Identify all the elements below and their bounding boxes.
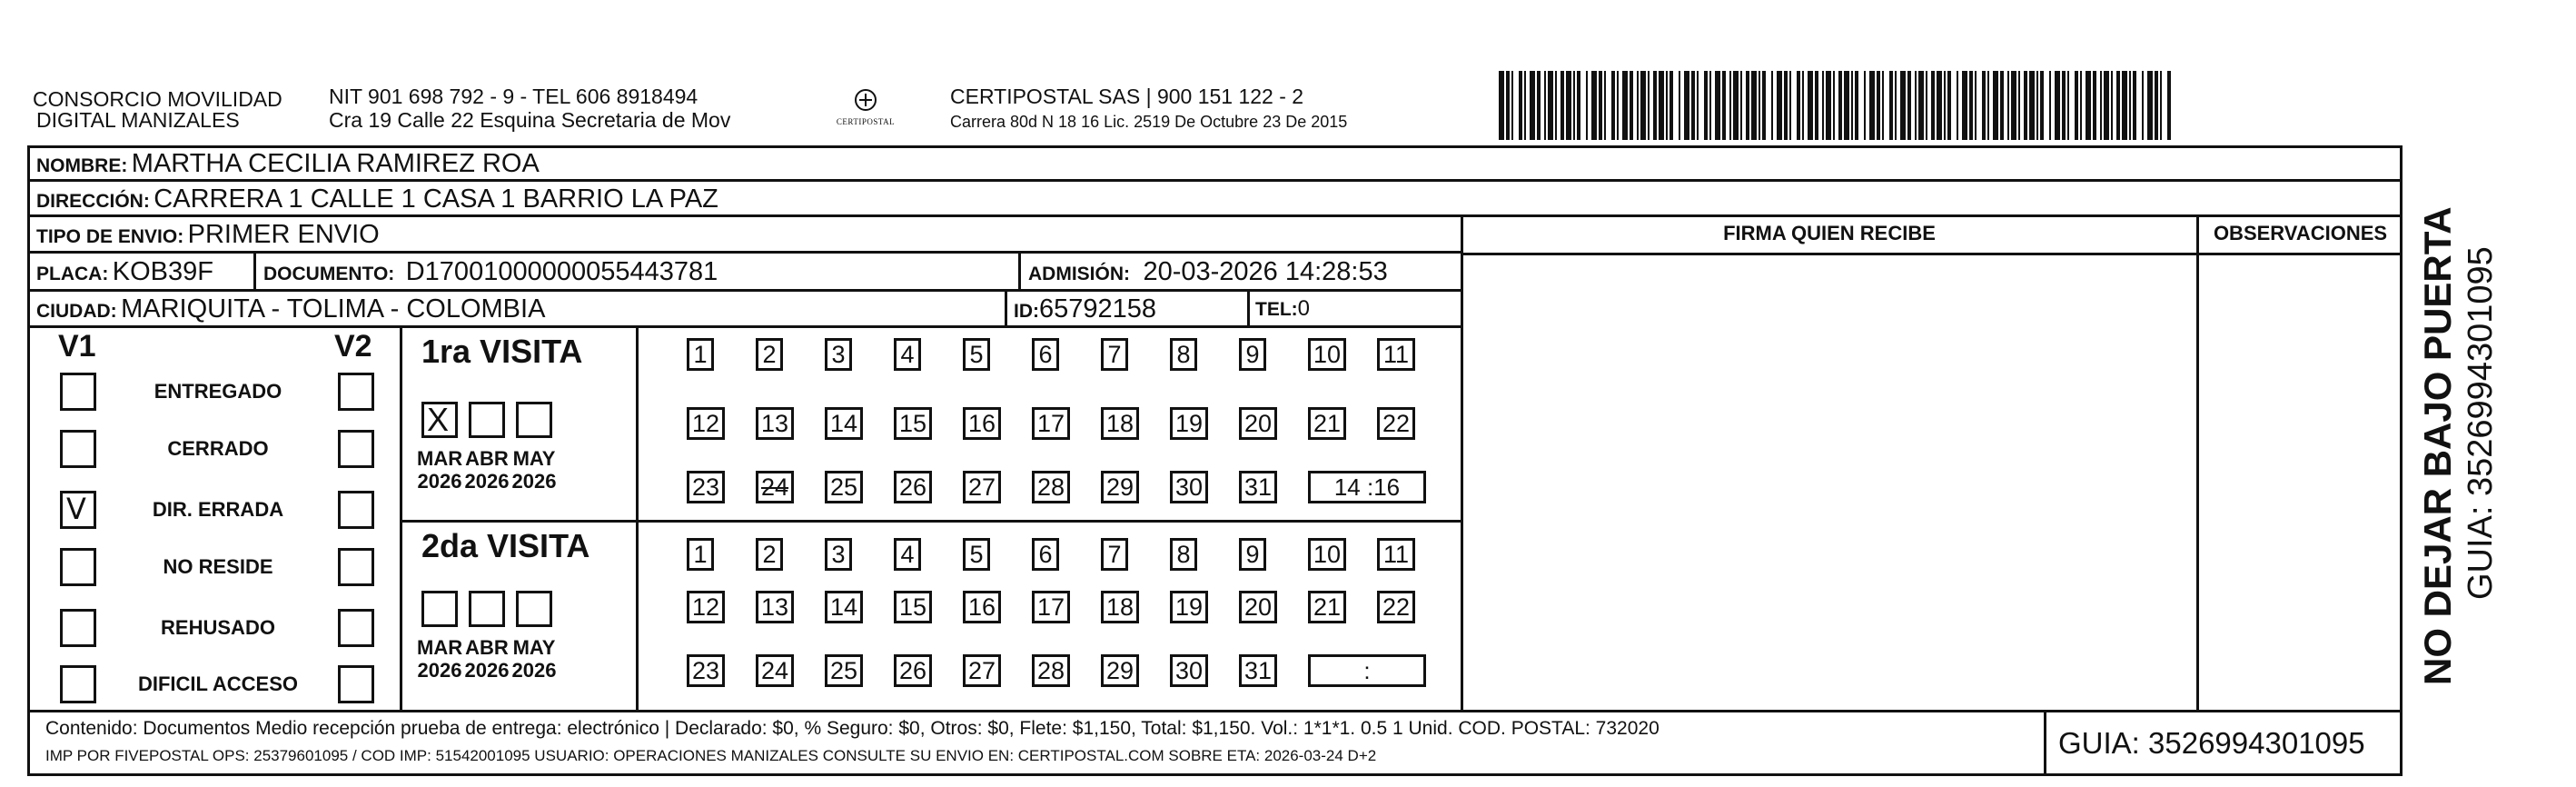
documento-cell bbox=[263, 257, 718, 287]
day-box[interactable]: 5 bbox=[963, 338, 990, 371]
direccion-value: CARRERA 1 CALLE 1 CASA 1 BARRIO LA PAZ bbox=[154, 184, 718, 214]
day-box[interactable]: 14 bbox=[825, 407, 863, 440]
v2-checkbox[interactable] bbox=[338, 665, 374, 703]
certipostal-logo bbox=[834, 85, 897, 136]
day-box[interactable]: 26 bbox=[894, 471, 932, 503]
visit2-title: 2da VISITA bbox=[421, 527, 590, 564]
status-label: DIFICIL ACCESO bbox=[137, 672, 298, 695]
status-label: ENTREGADO bbox=[154, 380, 282, 403]
year-label: 2026 bbox=[417, 470, 462, 493]
day-box[interactable]: 23 bbox=[687, 471, 725, 503]
day-box[interactable]: 3 bbox=[825, 538, 852, 571]
day-box[interactable]: 16 bbox=[963, 407, 1001, 440]
day-box[interactable]: 30 bbox=[1170, 654, 1208, 687]
contenido-text: Contenido: Documentos Medio recepción prueba de entrega: electrónico | Declarado: $0, % Seguro: $0, Otros: $0, Flete: $1,150, Total: $1,150. Vol.: 1*1*1. 0.5 1 Unid. COD. POSTAL: 732020 bbox=[45, 718, 1660, 739]
logo-text: CERTIPOSTAL bbox=[836, 117, 896, 126]
day-box[interactable]: 18 bbox=[1101, 591, 1139, 623]
day-box[interactable]: 11 bbox=[1377, 538, 1415, 571]
day-box[interactable]: 27 bbox=[963, 654, 1001, 687]
status-label: DIR. ERRADA bbox=[152, 498, 284, 521]
consortium-name-line1: CONSORCIO MOVILIDAD bbox=[33, 87, 282, 111]
id-value: 65792158 bbox=[1039, 294, 1157, 324]
admision-value: 20-03-2026 14:28:53 bbox=[1143, 257, 1388, 286]
day-box[interactable]: 28 bbox=[1032, 654, 1070, 687]
ciudad-value: MARIQUITA - TOLIMA - COLOMBIA bbox=[121, 294, 546, 324]
divider bbox=[401, 520, 1461, 523]
side-guia: GUIA: 3526994301095 bbox=[2462, 246, 2500, 600]
v1-checkbox[interactable] bbox=[60, 665, 96, 703]
direccion-label: DIRECCIÓN: bbox=[36, 191, 150, 212]
tel-cell bbox=[1255, 296, 1310, 322]
placa-value: KOB39F bbox=[112, 257, 213, 286]
day-box[interactable]: 6 bbox=[1032, 538, 1059, 571]
day-box[interactable]: 5 bbox=[963, 538, 990, 571]
month-checkbox[interactable] bbox=[469, 591, 505, 627]
day-box[interactable]: 15 bbox=[894, 407, 932, 440]
day-box[interactable]: 10 bbox=[1308, 538, 1346, 571]
day-box[interactable]: 4 bbox=[894, 538, 921, 571]
day-box[interactable]: 1 bbox=[687, 338, 714, 371]
status-label: CERRADO bbox=[167, 437, 269, 460]
day-box[interactable]: 23 bbox=[687, 654, 725, 687]
v2-checkbox[interactable] bbox=[338, 609, 374, 647]
day-box[interactable]: 31 bbox=[1239, 654, 1277, 687]
firma-header: FIRMA QUIEN RECIBE bbox=[1723, 222, 1936, 244]
month-checkbox-mark: X bbox=[427, 401, 450, 438]
admision-cell bbox=[1028, 257, 1388, 287]
observaciones-header: OBSERVACIONES bbox=[2213, 222, 2388, 244]
id-cell bbox=[1014, 294, 1156, 324]
placa-cell bbox=[36, 257, 213, 287]
documento-value: D17001000000055443781 bbox=[405, 257, 718, 286]
day-box[interactable]: 22 bbox=[1377, 591, 1415, 623]
divider bbox=[2044, 710, 2046, 776]
divider bbox=[1247, 291, 1250, 327]
divider bbox=[1461, 253, 2403, 255]
year-label: 2026 bbox=[464, 470, 510, 493]
v1-checkbox[interactable] bbox=[60, 430, 96, 468]
id-label: ID: bbox=[1014, 301, 1039, 322]
day-box[interactable]: 13 bbox=[756, 407, 794, 440]
day-box[interactable]: 24 bbox=[756, 471, 794, 503]
visit-time-box[interactable]: : bbox=[1308, 654, 1426, 687]
no-dejar-bajo-puerta: NO DEJAR BAJO PUERTA bbox=[2416, 206, 2459, 685]
nombre-label: NOMBRE: bbox=[36, 155, 128, 176]
day-box[interactable]: 9 bbox=[1239, 538, 1266, 571]
day-box[interactable]: 28 bbox=[1032, 471, 1070, 503]
day-box[interactable]: 6 bbox=[1032, 338, 1059, 371]
nombre-row bbox=[36, 149, 540, 179]
v1-checkbox[interactable] bbox=[60, 491, 96, 529]
month-checkbox[interactable] bbox=[516, 591, 552, 627]
day-box[interactable]: 26 bbox=[894, 654, 932, 687]
divider bbox=[1005, 291, 1007, 327]
month-label: MAY bbox=[512, 447, 556, 470]
day-box[interactable]: 9 bbox=[1239, 338, 1266, 371]
day-box[interactable]: 19 bbox=[1170, 407, 1208, 440]
day-box[interactable]: 17 bbox=[1032, 591, 1070, 623]
day-box[interactable]: 14 bbox=[825, 591, 863, 623]
tipo-envio-value: PRIMER ENVIO bbox=[187, 220, 380, 249]
day-box[interactable]: 21 bbox=[1308, 591, 1346, 623]
day-box[interactable]: 29 bbox=[1101, 654, 1139, 687]
day-box[interactable]: 19 bbox=[1170, 591, 1208, 623]
guia-footer: GUIA: 3526994301095 bbox=[2058, 726, 2365, 760]
consortium-name-line2: DIGITAL MANIZALES bbox=[36, 108, 240, 132]
status-label: NO RESIDE bbox=[163, 555, 273, 578]
v2-label: V2 bbox=[334, 329, 372, 364]
day-box[interactable]: 25 bbox=[825, 471, 863, 503]
company-line: CERTIPOSTAL SAS | 900 151 122 - 2 bbox=[950, 85, 1304, 108]
nombre-value: MARTHA CECILIA RAMIREZ ROA bbox=[131, 149, 540, 178]
day-box[interactable]: 13 bbox=[756, 591, 794, 623]
day-box[interactable]: 7 bbox=[1101, 538, 1128, 571]
month-label: MAR bbox=[417, 447, 463, 470]
placa-label: PLACA: bbox=[36, 264, 109, 284]
year-label: 2026 bbox=[417, 659, 462, 682]
divider bbox=[1461, 214, 1463, 711]
day-box[interactable]: 25 bbox=[825, 654, 863, 687]
v2-checkbox[interactable] bbox=[338, 373, 374, 411]
day-box[interactable]: 16 bbox=[963, 591, 1001, 623]
v2-checkbox[interactable] bbox=[338, 491, 374, 529]
day-box[interactable]: 12 bbox=[687, 407, 725, 440]
day-box[interactable]: 24 bbox=[756, 654, 794, 687]
day-box[interactable]: 17 bbox=[1032, 407, 1070, 440]
divider bbox=[27, 251, 1462, 254]
documento-label: DOCUMENTO: bbox=[263, 264, 395, 284]
day-box[interactable]: 2 bbox=[756, 538, 783, 571]
v1-checkbox-mark: V bbox=[66, 492, 86, 526]
month-label: MAY bbox=[512, 636, 556, 659]
month-checkbox[interactable] bbox=[421, 591, 458, 627]
day-box[interactable]: 11 bbox=[1377, 338, 1415, 371]
month-checkbox[interactable] bbox=[469, 402, 505, 438]
day-box[interactable]: 18 bbox=[1101, 407, 1139, 440]
v1-checkbox[interactable] bbox=[60, 609, 96, 647]
v1-label: V1 bbox=[58, 329, 96, 364]
day-box[interactable]: 30 bbox=[1170, 471, 1208, 503]
day-box[interactable]: 8 bbox=[1170, 538, 1197, 571]
impresion-text: IMP POR FIVEPOSTAL OPS: 25379601095 / COD IMP: 51542001095 USUARIO: OPERACIONES MANIZALES CONSULTE SU ENVIO EN: CERTIPOSTAL.COM SOBRE ETA: 2026-03-24 D+2 bbox=[45, 747, 1377, 764]
month-checkbox[interactable] bbox=[516, 402, 552, 438]
day-box[interactable]: 29 bbox=[1101, 471, 1139, 503]
year-label: 2026 bbox=[511, 470, 557, 493]
tipo-envio-label: TIPO DE ENVIO: bbox=[36, 226, 184, 247]
admision-label: ADMISIÓN: bbox=[1028, 264, 1130, 284]
v1-checkbox[interactable] bbox=[60, 548, 96, 586]
divider bbox=[1018, 253, 1021, 289]
day-box[interactable]: 15 bbox=[894, 591, 932, 623]
barcode-icon bbox=[1499, 71, 2175, 140]
divider bbox=[27, 179, 2403, 182]
month-label: ABR bbox=[465, 636, 509, 659]
v2-checkbox[interactable] bbox=[338, 430, 374, 468]
month-checkbox[interactable] bbox=[421, 402, 458, 438]
day-box[interactable]: 4 bbox=[894, 338, 921, 371]
day-box[interactable]: 20 bbox=[1239, 591, 1277, 623]
day-box[interactable]: 1 bbox=[687, 538, 714, 571]
day-box[interactable]: 20 bbox=[1239, 407, 1277, 440]
year-label: 2026 bbox=[464, 659, 510, 682]
day-box[interactable]: 22 bbox=[1377, 407, 1415, 440]
day-box[interactable]: 31 bbox=[1239, 471, 1277, 503]
tipo-envio-row bbox=[36, 220, 380, 250]
v2-checkbox[interactable] bbox=[338, 548, 374, 586]
month-label: ABR bbox=[465, 447, 509, 470]
day-box[interactable]: 8 bbox=[1170, 338, 1197, 371]
tel-label: TEL: bbox=[1255, 299, 1298, 320]
day-box[interactable]: 21 bbox=[1308, 407, 1346, 440]
day-box[interactable]: 2 bbox=[756, 338, 783, 371]
divider bbox=[253, 253, 256, 289]
visit1-title: 1ra VISITA bbox=[421, 333, 583, 370]
ciudad-label: CIUDAD: bbox=[36, 301, 117, 322]
day-box[interactable]: 3 bbox=[825, 338, 852, 371]
day-box[interactable]: 12 bbox=[687, 591, 725, 623]
tel-value: 0 bbox=[1297, 296, 1311, 321]
v1-checkbox[interactable] bbox=[60, 373, 96, 411]
day-box[interactable]: 7 bbox=[1101, 338, 1128, 371]
visit-time-box[interactable]: 14 :16 bbox=[1308, 471, 1426, 503]
consortium-address: Cra 19 Calle 22 Esquina Secretaria de Mov bbox=[329, 108, 731, 132]
status-label: REHUSADO bbox=[161, 616, 275, 639]
day-box[interactable]: 10 bbox=[1308, 338, 1346, 371]
month-label: MAR bbox=[417, 636, 463, 659]
day-box[interactable]: 27 bbox=[963, 471, 1001, 503]
year-label: 2026 bbox=[511, 659, 557, 682]
direccion-row bbox=[36, 184, 718, 214]
ciudad-cell bbox=[36, 294, 545, 324]
divider bbox=[27, 214, 2403, 217]
nit-line: NIT 901 698 792 - 9 - TEL 606 8918494 bbox=[329, 85, 698, 108]
divider bbox=[2196, 214, 2199, 711]
company-address: Carrera 80d N 18 16 Lic. 2519 De Octubre 23 De 2015 bbox=[950, 113, 1348, 131]
